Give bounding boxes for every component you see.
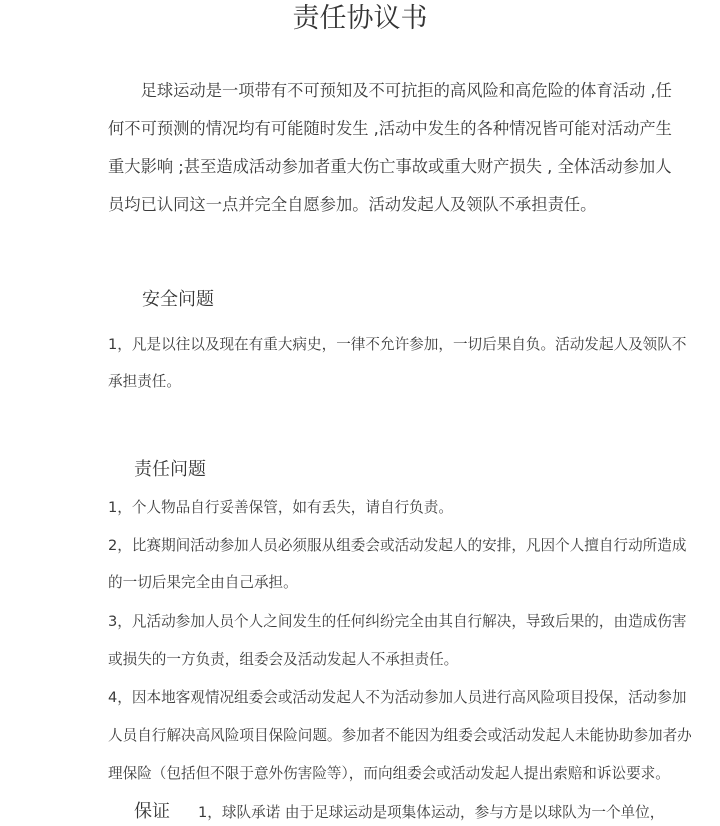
intro-line: 员均已认同这一点并完全自愿参加。活动发起人及领队不承担责任。 bbox=[108, 195, 597, 214]
clause-line: 3，凡活动参加人员个人之间发生的任何纠纷完全由其自行解决，导致后果的，由造成伤害 bbox=[108, 613, 687, 630]
intro-line: 足球运动是一项带有不可预知及不可抗拒的高风险和高危险的体育活动 ,任 bbox=[108, 81, 672, 100]
intro-line: 重大影响 ;甚至造成活动参加者重大伤亡事故或重大财产损失 , 全体活动参加人 bbox=[108, 157, 672, 176]
section-heading: 安全问题 bbox=[142, 289, 214, 310]
section-heading: 保证 bbox=[134, 801, 170, 822]
clause-line: 或损失的一方负责，组委会及活动发起人不承担责任。 bbox=[108, 651, 459, 668]
clause-line: 1，球队承诺 由于足球运动是项集体运动，参与方是以球队为一个单位， bbox=[198, 804, 665, 821]
clause-line: 理保险（包括但不限于意外伤害险等），而向组委会或活动发起人提出索赔和诉讼要求。 bbox=[108, 765, 670, 782]
clause-line: 承担责任。 bbox=[108, 373, 181, 390]
clause-line: 1，凡是以往以及现在有重大病史，一律不允许参加，一切后果自负。活动发起人及领队不 bbox=[108, 336, 687, 353]
intro-line: 何不可预测的情况均有可能随时发生 ,活动中发生的各种情况皆可能对活动产生 bbox=[108, 119, 672, 138]
clause-line: 人员自行解决高风险项目保险问题。参加者不能因为组委会或活动发起人未能协助参加者办 bbox=[108, 727, 692, 744]
document-title: 责任协议书 bbox=[292, 3, 428, 34]
clause-line: 的一切后果完全由自己承担。 bbox=[108, 574, 298, 591]
clause-line: 1，个人物品自行妥善保管，如有丢失，请自行负责。 bbox=[108, 499, 453, 516]
clause-line: 4，因本地客观情况组委会或活动发起人不为活动参加人员进行高风险项目投保，活动参加 bbox=[108, 689, 687, 706]
clause-line: 2，比赛期间活动参加人员必须服从组委会或活动发起人的安排，凡因个人擅自行动所造成 bbox=[108, 537, 687, 554]
section-heading: 责任问题 bbox=[134, 459, 206, 480]
